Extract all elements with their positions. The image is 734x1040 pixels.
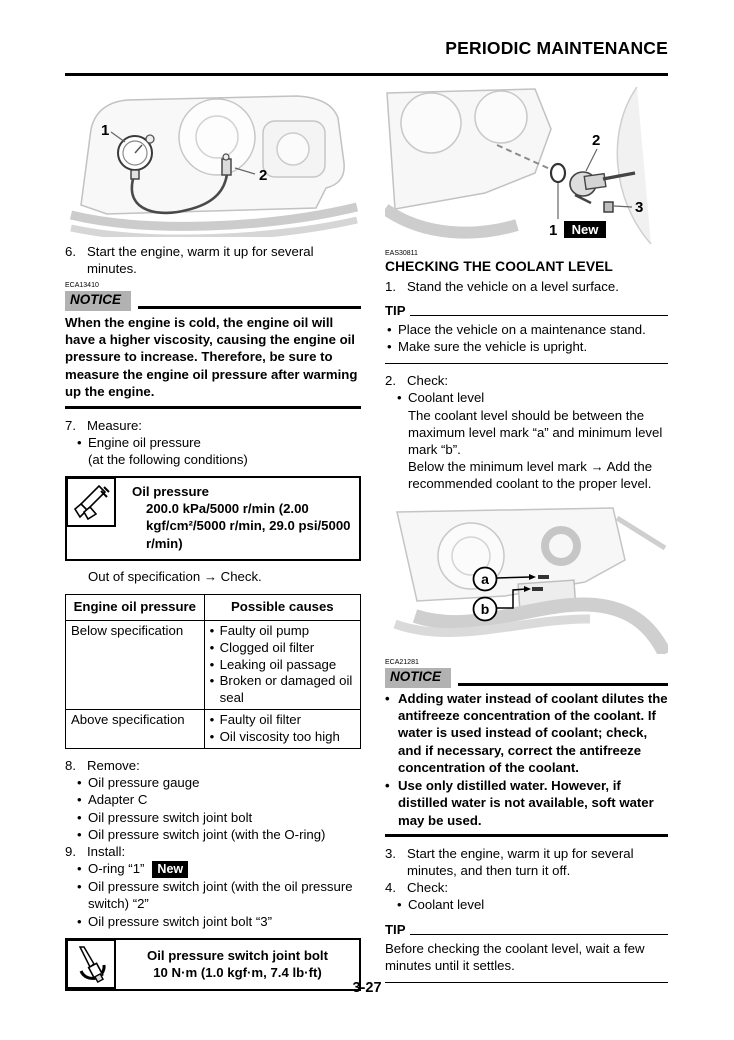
callout-b-label: b	[480, 601, 490, 618]
coolant-para-1: The coolant level should be between the maximum level mark “a” and minimum level mark “b”.	[408, 407, 663, 457]
table-header-cell: Engine oil pressure	[66, 594, 205, 620]
notice-bullet: • Adding water instead of coolant dilutes the antifreeze concentration of the coolant. If water is used instead of coolant; check, and if necessary, correct the antifreeze concentration of the coolant.	[385, 690, 668, 777]
cause-item: • Faulty oil pump	[210, 623, 355, 640]
step-8	[65, 757, 361, 774]
min-level-mark	[532, 587, 543, 591]
spec-title: Oil pressure	[132, 484, 209, 500]
notice-oil-block	[65, 282, 361, 408]
step-7	[65, 417, 361, 434]
cause-item: • Oil viscosity too high	[210, 729, 355, 746]
engine-cover-2	[475, 91, 527, 143]
install-item: • Oil pressure switch joint (with the oil pressure switch) “2”	[65, 878, 361, 912]
content-columns	[65, 87, 668, 991]
bullet-icon	[387, 321, 398, 338]
callout-2-label: 2	[592, 132, 601, 149]
tip-header	[385, 302, 668, 319]
bullet-icon	[210, 623, 220, 640]
remove-item: • Adapter C	[65, 791, 361, 808]
table-row	[66, 620, 361, 709]
bullet-icon	[397, 389, 408, 406]
notice-coolant-block	[385, 659, 668, 837]
crankcase-cover	[179, 99, 255, 175]
bullet-icon	[77, 809, 88, 826]
step-number: 3.	[385, 845, 396, 861]
notice-badge: NOTICE	[65, 291, 131, 311]
notice-text: When the engine is cold, the engine oil will have a higher viscosity, causing the engine oil pressure to increase. Therefore, be sure to measure the engine oil pressure after warming up the engine.	[65, 314, 358, 400]
step-text: Start the engine, warm it up for several minutes.	[87, 244, 314, 277]
spec-content	[116, 478, 359, 559]
causes-cell	[204, 710, 360, 749]
caliper-icon-glyph	[71, 482, 111, 522]
step-3	[385, 845, 668, 879]
notice-rule	[458, 683, 668, 686]
coolant-para-2: Below the minimum level mark → Add the recommended coolant to the proper level.	[408, 459, 653, 492]
bullet-icon	[77, 791, 88, 808]
table-row	[66, 710, 361, 749]
bullet-icon	[210, 673, 220, 707]
bullet-icon	[210, 657, 220, 674]
tip-label: TIP	[385, 302, 406, 318]
callout-3-label: 3	[635, 199, 644, 216]
caliper-icon	[66, 477, 116, 527]
notice-header	[65, 291, 361, 311]
bullet-icon	[387, 338, 398, 355]
bullet-icon	[77, 826, 88, 843]
step-9	[65, 843, 361, 860]
step-number: 8.	[65, 758, 76, 774]
gauge-stem	[131, 170, 139, 179]
step-number: 9.	[65, 843, 76, 859]
cause-item: • Clogged oil filter	[210, 640, 355, 657]
condition-cell: Below specification	[66, 620, 205, 709]
fairing	[617, 87, 651, 244]
step-6	[65, 243, 361, 277]
exhaust-pipe	[385, 209, 517, 233]
remove-item: • Oil pressure switch joint (with the O-ring)	[65, 826, 361, 843]
tip-rule	[410, 315, 668, 316]
bullet-icon	[385, 690, 398, 777]
bullet-text: Engine oil pressure	[88, 434, 201, 450]
out-of-specification-note: Out of specification → Check.	[88, 568, 262, 584]
gauge-fitting	[146, 135, 154, 143]
section-title: CHECKING THE COOLANT LEVEL	[385, 258, 613, 274]
remove-item: • Oil pressure gauge	[65, 774, 361, 791]
bullet-icon	[210, 712, 220, 729]
notice-rule	[138, 306, 361, 309]
cause-item: • Broken or damaged oil seal	[210, 673, 355, 707]
remove-item: • Oil pressure switch joint bolt	[65, 809, 361, 826]
adapter-top	[223, 154, 229, 160]
tip-rule	[410, 934, 668, 935]
step-4	[385, 879, 668, 896]
figure-oil-pressure-gauge	[65, 87, 361, 237]
bullet-icon	[77, 913, 88, 930]
table-header-cell: Possible causes	[204, 594, 360, 620]
figure-coolant-level	[385, 506, 668, 654]
bullet-icon	[397, 896, 408, 913]
conditions-note: (at the following conditions)	[88, 451, 248, 467]
header-rule	[65, 73, 668, 76]
step-2	[385, 372, 668, 389]
condition-cell: Above specification	[66, 710, 205, 749]
left-column	[65, 87, 361, 991]
max-level-mark	[538, 575, 549, 579]
tip-text: Before checking the coolant level, wait a few minutes until it settles.	[385, 940, 645, 973]
page-number: 3-27	[352, 980, 382, 996]
bullet-icon	[77, 774, 88, 791]
switch-body	[584, 174, 606, 190]
adapter	[222, 159, 231, 175]
bullet-icon	[385, 777, 398, 829]
tip-item: • Make sure the vehicle is upright.	[385, 338, 668, 355]
callout-a-label: a	[481, 571, 489, 588]
notice-bullets	[385, 690, 668, 829]
notice-badge: NOTICE	[385, 668, 451, 688]
bullet-icon	[77, 878, 88, 912]
coolant-level-bullet: • Coolant level	[385, 896, 668, 913]
frame-tube	[617, 518, 665, 548]
coolant-level-bullet: • Coolant level	[385, 389, 668, 406]
oil-pressure-table	[65, 594, 361, 749]
engine-cover-1	[401, 93, 461, 153]
leader-a	[497, 577, 531, 578]
section-code: EAS30811	[385, 250, 418, 257]
o-ring-label: O-ring “1”	[88, 860, 145, 876]
tip-block	[385, 302, 668, 364]
torque-content	[116, 943, 359, 985]
bullet-icon	[210, 640, 220, 657]
spec-value: 200.0 kPa/5000 r/min (2.00 kgf/cm²/5000 r/min, 29.0 psi/5000 r/min)	[146, 501, 351, 551]
table-header-row	[66, 594, 361, 620]
step-number: 6.	[65, 244, 76, 259]
cause-item: • Faulty oil filter	[210, 712, 355, 729]
torque-item: Oil pressure switch joint bolt	[147, 948, 328, 964]
page-title: PERIODIC MAINTENANCE	[445, 38, 668, 58]
step-text: Start the engine, warm it up for several minutes, and then turn it off.	[407, 845, 634, 879]
tip-label: TIP	[385, 921, 406, 937]
bullet-icon	[77, 434, 88, 451]
step-text: Measure:	[87, 417, 142, 433]
engine-outline	[397, 508, 625, 601]
notice-bottom-rule	[65, 406, 361, 409]
step-text: Remove:	[87, 758, 140, 774]
torque-wrench-icon-glyph	[71, 944, 111, 984]
o-ring	[551, 164, 565, 182]
clutch-cover-inner	[277, 133, 309, 165]
eca-code: ECA21281	[385, 659, 419, 667]
new-badge-label: New	[571, 222, 599, 237]
bullet-icon	[210, 729, 220, 746]
figure-oil-pressure-switch	[385, 87, 668, 245]
cause-item: • Leaking oil passage	[210, 657, 355, 674]
tip-end-rule	[385, 363, 668, 364]
step-text: Check:	[407, 373, 449, 389]
new-badge: New	[152, 861, 188, 878]
bullet-engine-oil-pressure	[65, 434, 361, 451]
right-column	[385, 87, 668, 991]
step-number: 1.	[385, 278, 396, 294]
causes-cell	[204, 620, 360, 709]
step-text: Install:	[87, 843, 126, 859]
step-text: Stand the vehicle on a level surface.	[407, 278, 619, 294]
callout-1-label: 1	[549, 222, 558, 239]
install-item	[65, 860, 361, 878]
install-item: • Oil pressure switch joint bolt “3”	[65, 913, 361, 930]
step-number: 2.	[385, 373, 396, 389]
notice-bottom-rule	[385, 834, 668, 837]
bullet-icon	[77, 860, 88, 878]
install-item-text	[88, 860, 361, 878]
eca-code: ECA13410	[65, 282, 99, 290]
tip-block	[385, 921, 668, 983]
step-1	[385, 278, 668, 295]
callout-2-label: 2	[259, 167, 268, 184]
joint-bolt	[604, 202, 613, 212]
notice-bullet: • Use only distilled water. However, if distilled water is not available, soft water may be used.	[385, 777, 668, 829]
notice-header	[385, 668, 668, 688]
tip-item: • Place the vehicle on a maintenance stand.	[385, 321, 668, 338]
step-text: Check:	[407, 880, 449, 896]
callout-1-label: 1	[101, 122, 110, 139]
step-number: 4.	[385, 880, 396, 896]
torque-value: 10 N·m (1.0 kgf·m, 7.4 lb·ft)	[153, 965, 322, 981]
step-number: 7.	[65, 417, 76, 433]
oil-pressure-spec-box	[65, 476, 361, 561]
tip-header	[385, 921, 668, 938]
leader-2	[586, 149, 597, 171]
